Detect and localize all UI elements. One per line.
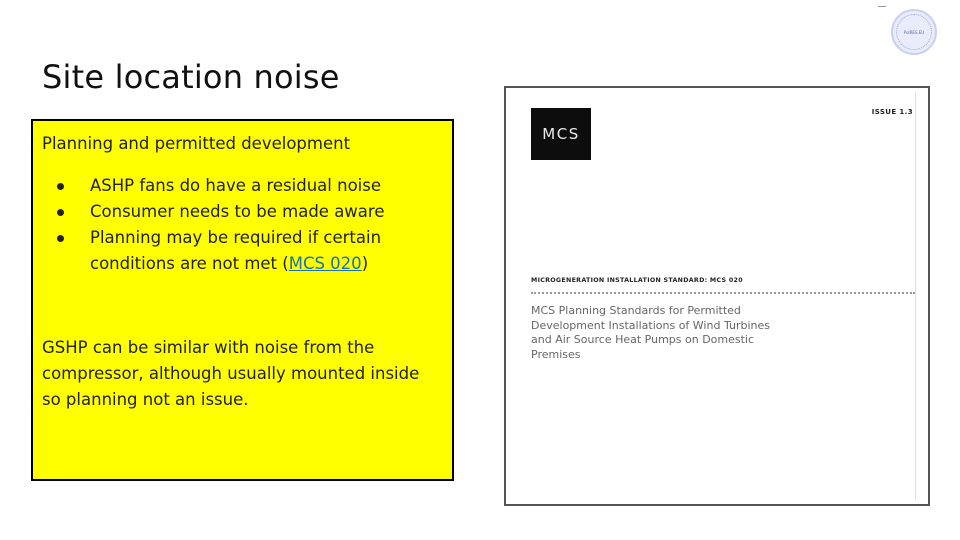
issue-number: ISSUE 1.3 [871, 108, 913, 116]
standard-label: MICROGENERATION INSTALLATION STANDARD: MCS 020 [531, 277, 743, 284]
slide-title: Site location noise [42, 58, 340, 96]
bullet-item-residual-noise: ASHP fans do have a residual noise [42, 173, 442, 199]
bullet-planning-close: ) [361, 254, 369, 273]
bullet-item-consumer-aware: Consumer needs to be made aware [42, 199, 442, 225]
document-description: MCS Planning Standards for Permitted Development Installations of Wind Turbines and Air Source Heat Pumps on Domestic Premises [531, 304, 770, 361]
mcs-020-link[interactable]: MCS 020 [288, 254, 362, 273]
mcs-logo-text: MCS [542, 125, 580, 143]
document-page [509, 91, 916, 501]
highlight-text-box [31, 119, 454, 481]
bullet-planning-text: Planning may be required if certain conditions are not met ( [90, 228, 382, 273]
bullet-item-planning [42, 225, 442, 277]
gshp-paragraph: GSHP can be similar with noise from the compressor, although usually mounted inside so planning not an issue. [42, 338, 420, 409]
mcs-logo [531, 108, 591, 160]
dotted-divider [531, 292, 915, 294]
badge-text: PolRES.EU [903, 29, 925, 35]
bullet-list [42, 173, 442, 277]
slide-corner-mark [878, 6, 886, 7]
organisation-logo-badge [891, 9, 937, 55]
box-heading: Planning and permitted development [42, 134, 351, 153]
mcs-document-cover-image [504, 86, 930, 506]
badge-inner-ring [896, 14, 932, 50]
